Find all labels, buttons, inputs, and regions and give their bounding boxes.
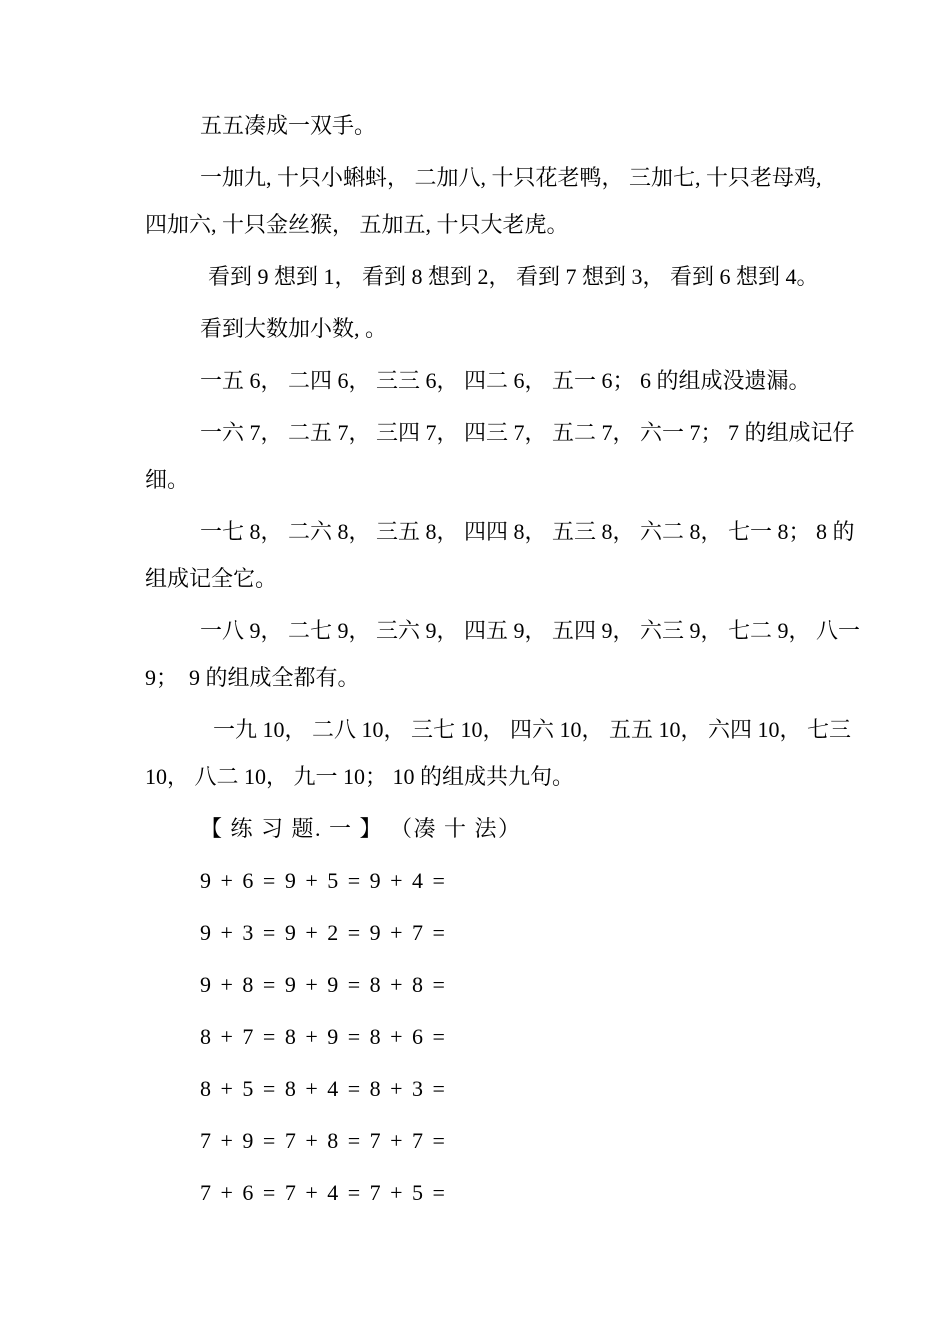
text-line: 一九 10， 二八 10， 三七 10， 四六 10， 五五 10， 六四 10， 七三	[213, 717, 852, 742]
equation-line: 8 + 5 = 8 + 4 = 8 + 3 =	[200, 1076, 445, 1101]
paragraph	[145, 253, 819, 300]
equation-line: 7 + 9 = 7 + 8 = 7 + 7 =	[200, 1128, 445, 1153]
paragraph	[145, 357, 810, 404]
text-line: 一八 9， 二七 9， 三六 9， 四五 9， 五四 9， 六三 9， 七二 9， 八一	[200, 618, 861, 643]
equation-line: 7 + 6 = 7 + 4 = 7 + 5 =	[200, 1180, 445, 1205]
text-line: 10， 八二 10， 九一 10； 10 的组成共九句。	[145, 764, 575, 789]
text-line: 细。	[145, 467, 190, 492]
paragraph	[145, 409, 855, 503]
paragraph	[145, 1117, 810, 1164]
exercise-heading: 【 练 习 题. 一 】 （凑 十 法）	[200, 816, 522, 841]
text-line: 一加九, 十只小蝌蚪， 二加八, 十只花老鸭， 三加七, 十只老母鸡,	[200, 165, 822, 190]
paragraph	[145, 508, 855, 602]
equation-line: 9 + 8 = 9 + 9 = 8 + 8 =	[200, 972, 445, 997]
paragraph	[145, 961, 810, 1008]
paragraph	[145, 909, 810, 956]
paragraph	[145, 805, 810, 852]
equation-line: 9 + 3 = 9 + 2 = 9 + 7 =	[200, 920, 445, 945]
paragraph	[145, 102, 810, 149]
paragraph	[145, 154, 822, 248]
text-line: 一五 6， 二四 6， 三三 6， 四二 6， 五一 6； 6 的组成没遗漏。	[200, 368, 811, 393]
paragraph	[145, 857, 810, 904]
text-line: 看到大数加小数, 。	[200, 316, 388, 341]
text-line: 9； 9 的组成全都有。	[145, 665, 360, 690]
paragraph	[145, 1065, 810, 1112]
paragraph	[145, 706, 852, 800]
paragraph	[145, 305, 810, 352]
equation-line: 8 + 7 = 8 + 9 = 8 + 6 =	[200, 1024, 445, 1049]
paragraph	[145, 607, 861, 701]
text-line: 五五凑成一双手。	[200, 113, 377, 138]
equation-line: 9 + 6 = 9 + 5 = 9 + 4 =	[200, 868, 445, 893]
text-line: 看到 9 想到 1， 看到 8 想到 2， 看到 7 想到 3， 看到 6 想到 4。	[208, 264, 819, 289]
text-line: 组成记全它。	[145, 566, 278, 591]
paragraph	[145, 1013, 810, 1060]
text-line: 一六 7， 二五 7， 三四 7， 四三 7， 五二 7， 六一 7； 7 的组成记仔	[200, 420, 855, 445]
text-line: 一七 8， 二六 8， 三五 8， 四四 8， 五三 8， 六二 8， 七一 8； 8 的	[200, 519, 855, 544]
paragraph	[145, 1169, 810, 1216]
text-line: 四加六, 十只金丝猴， 五加五, 十只大老虎。	[145, 212, 569, 237]
